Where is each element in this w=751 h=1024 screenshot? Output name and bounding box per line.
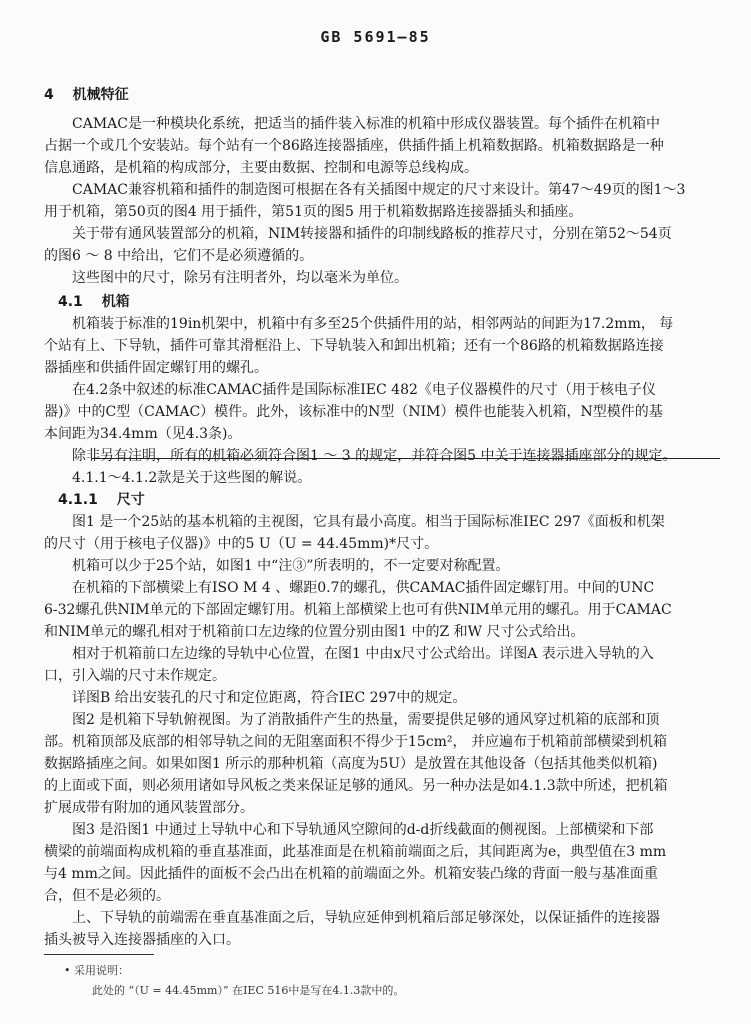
paragraph-line: 4.1.1～4.1.2款是关于这些图的解说。 (72, 470, 312, 486)
paragraph-line: 在4.2条中叙述的标准CAMAC插件是国际标准IEC 482《电子仪器模件的尺寸（用于核电子仪 (72, 382, 656, 398)
subsection-heading-4-1 (58, 291, 130, 311)
section-number: 4 (44, 87, 54, 103)
paragraph-line: 图1 是一个25站的基本机箱的主视图，它具有最小高度。相当于国际标准IEC 297《面板和机架 (72, 514, 665, 530)
paragraph-line: 合，但不是必须的。 (44, 888, 170, 904)
paragraph-line: 插头被导入连接器插座的入口。 (44, 932, 240, 948)
paragraph-line: 在机箱的下部横梁上有ISO M 4 、螺距0.7的螺孔，供CAMAC插件固定螺钉用。中间的UNC (72, 580, 655, 596)
paragraph-line: 机箱装于标准的19in机架中，机箱中有多至25个供插件用的站，相邻两站的间距为17.2mm， 每 (72, 316, 674, 332)
paragraph-line: 6-32螺孔供NIM单元的下部固定螺钉用。机箱上部横梁上也可有供NIM单元用的螺孔。用于CAMAC (44, 602, 672, 618)
paragraph-line: 占据一个或几个安装站。每个站有一个86路连接器插座，供插件插上机箱数据路。机箱数据路是一种 (44, 138, 664, 154)
paragraph-line: 图2 是机箱下导轨俯视图。为了消散插件产生的热量，需要提供足够的通风穿过机箱的底部和顶 (72, 712, 660, 728)
paragraph-line: 的图6 ～ 8 中给出，它们不是必须遵循的。 (44, 248, 314, 264)
paragraph-line: 器插座和供插件固定螺钉用的螺孔。 (44, 360, 268, 376)
paragraph-line: 上、下导轨的前端需在垂直基准面之后，导轨应延伸到机箱后部足够深处，以保证插件的连接器 (72, 910, 660, 926)
underline-rule (92, 458, 720, 459)
footnote-rule (44, 954, 154, 955)
paragraph-line: 口，引入端的尺寸未作规定。 (44, 668, 226, 684)
paragraph-line: 相对于机箱前口左边缘的导轨中心位置，在图1 中由x尺寸公式给出。详图A 表示进入导轨的入 (72, 646, 654, 662)
section-title: 机械特征 (72, 87, 129, 103)
paragraph-line: 数据路插座之间。如果如图1 所示的那种机箱（高度为5U）是放置在其他设备（包括其他类似机箱) (44, 756, 658, 772)
paragraph-line: 与4 mm之间。因此插件的面板不会凸出在机箱的前端面之外。机箱安装凸缘的背面一般与基准面重 (44, 866, 658, 882)
paragraph-line: 关于带有通风装置部分的机箱，NIM转接器和插件的印制线路板的推荐尺寸，分别在第52～54页 (72, 226, 672, 242)
subsection-number: 4.1.1 (58, 492, 98, 508)
paragraph-line: 和NIM单元的螺孔相对于机箱前口左边缘的位置分别由图1 中的Z 和W 尺寸公式给出。 (44, 624, 585, 640)
subsection-heading-4-1-1 (58, 489, 145, 509)
paragraph-line: 机箱可以少于25个站，如图1 中“注③”所表明的，不一定要对称配置。 (72, 558, 510, 574)
paragraph-line: 用于机箱，第50页的图4 用于插件，第51页的图5 用于机箱数据路连接器插头和插座。 (44, 204, 583, 220)
section-heading (44, 84, 129, 104)
paragraph-line: 扩展成带有附加的通风装置部分。 (44, 800, 254, 816)
paragraph-line: CAMAC兼容机箱和插件的制造图可根据在各有关插图中规定的尺寸来设计。第47～49页的图1～3 (72, 182, 686, 198)
footnote-text: 此处的 “（U = 44.45mm）” 在IEC 516中是写在4.1.3款中的。 (92, 984, 405, 997)
paragraph-line: 的尺寸（用于核电子仪器)》中的5 U（U = 44.45mm)*尺寸。 (44, 536, 439, 552)
paragraph-line: 个站有上、下导轨，插件可靠其滑框沿上、下导轨装入和卸出机箱；还有一个86路的机箱数据路连接 (44, 338, 664, 354)
standard-header: GB 5691—85 (320, 28, 431, 46)
paragraph-line: 器)》中的C型（CAMAC）模件。此外，该标准中的N型（NIM）模件也能装入机箱，N型模件的基 (44, 404, 663, 420)
paragraph-line: CAMAC是一种模块化系统，把适当的插件装入标准的机箱中形成仪器装置。每个插件在机箱中 (72, 116, 660, 132)
subsection-number: 4.1 (58, 294, 83, 310)
paragraph-line: 这些图中的尺寸，除另有注明者外，均以毫米为单位。 (72, 270, 408, 286)
subsection-title: 机箱 (101, 294, 130, 310)
footnote-mark: • 采用说明： (64, 964, 129, 977)
paragraph-line: 详图B 给出安装孔的尺寸和定位距离，符合IEC 297中的规定。 (72, 690, 467, 706)
paragraph-line: 图3 是沿图1 中通过上导轨中心和下导轨通风空隙间的d-d折线截面的侧视图。上部横梁和下部 (72, 822, 654, 838)
paragraph-line: 横梁的前端面构成机箱的垂直基准面，此基准面是在机箱前端面之后，其间距离为e，典型值在3 mm (44, 844, 667, 860)
underlined-requirement-line: 除非另有注明，所有的机箱必须符合图1 ～ 3 的规定，并符合图5 中关于连接器插座部分的规定。 (72, 448, 677, 464)
paragraph-line: 部。机箱顶部及底部的相邻导轨之间的无阻塞面积不得少于15cm²， 并应遍布于机箱前部横梁到机箱 (44, 734, 667, 750)
paragraph-line: 的上面或下面，则必须用诸如导风板之类来保证足够的通风。另一种办法是如4.1.3款中所述，把机箱 (44, 778, 668, 794)
paragraph-line: 本间距为34.4mm（见4.3条)。 (44, 426, 242, 442)
paragraph-line: 信息通路，是机箱的构成部分，主要由数据、控制和电源等总线构成。 (44, 160, 478, 176)
subsection-title: 尺寸 (116, 492, 145, 508)
